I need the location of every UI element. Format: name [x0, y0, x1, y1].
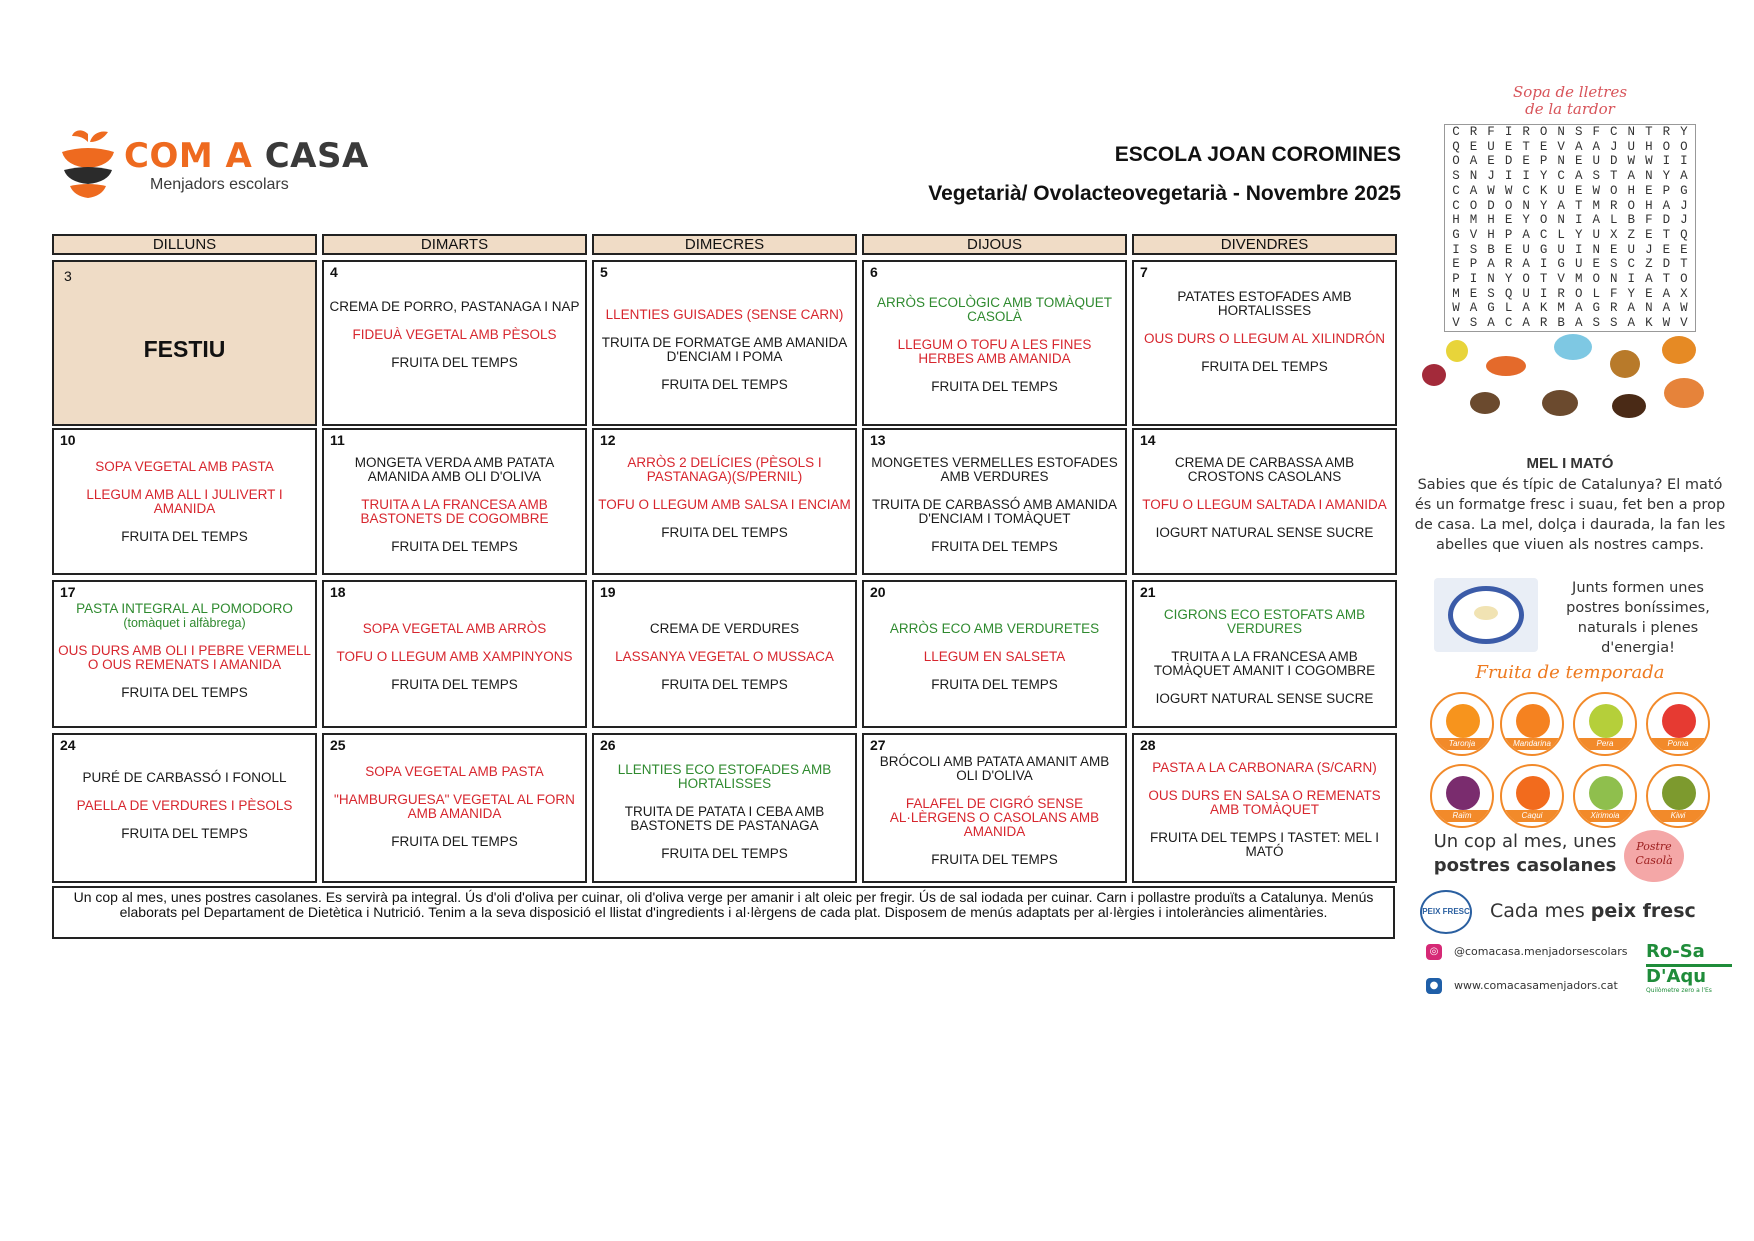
day-cell — [52, 428, 317, 575]
postres-casolanes-text: Un cop al mes, unes postres casolanes — [1433, 831, 1617, 876]
day-cell — [862, 428, 1127, 575]
day-cell — [592, 580, 857, 728]
menu-dish: FRUITA DEL TEMPS — [391, 677, 518, 692]
menu-dish: TRUITA A LA FRANCESA AMB BASTONETS DE COGOMBRE — [360, 497, 549, 526]
menu-dish: FRUITA DEL TEMPS — [931, 677, 1058, 692]
logo-bowl-icon — [58, 126, 118, 206]
fruit-tile — [1430, 692, 1494, 756]
weekday-header-wednesday: DIMECRES — [592, 234, 857, 255]
mato-plate-image — [1434, 578, 1538, 652]
wordsearch-row: C A W W C K U E W O H E P G — [1452, 183, 1688, 198]
day-cell — [322, 260, 587, 426]
menu-dish: OUS DURS AMB OLI I PEBRE VERMELL O OUS REMENATS I AMANIDA — [58, 643, 311, 672]
menu-dish: FRUITA DEL TEMPS — [121, 529, 248, 544]
km0-logo: Ro-Sa D'Aqu Quilòmetre zero a l'Es — [1646, 942, 1732, 1004]
fruit-icon — [1589, 776, 1623, 810]
weekday-header-tuesday: DIMARTS — [322, 234, 587, 255]
day-cell — [322, 733, 587, 883]
fruit-label: Pera — [1575, 738, 1635, 750]
day-cell — [1132, 580, 1397, 728]
day-cell — [592, 428, 857, 575]
menu-dish: FRUITA DEL TEMPS — [391, 834, 518, 849]
weekday-header-friday: DIVENDRES — [1132, 234, 1397, 255]
fruit-icon — [1446, 776, 1480, 810]
footer-note: Un cop al mes, unes postres casolanes. Es servirà pa integral. Ús d'oli d'oliva per cuinar, oli d'oliva verge per amanir i alt oleic per fregir. Ús de sal iodada per cuinar. Carn i pollastre produïts a Catalunya. Menús elaborats pel Departament de Dietètica i Nutrició. Tenim a la seva disposició el llistat d'ingredients i al·lèrgens de cada plat. Disposem de menús adaptats per al·lèrgies i intoleràncies alimentàries. — [52, 886, 1395, 939]
globe-icon: ● — [1426, 978, 1442, 994]
day-number: 19 — [600, 584, 616, 600]
menu-subtitle: Vegetarià/ Ovolacteovegetarià - Novembre 2025 — [928, 182, 1401, 205]
logo-wordmark: COM A CASA — [124, 136, 369, 176]
wordsearch-row: H M H E Y O N I A L B F D J — [1452, 213, 1688, 228]
menu-dish: TRUITA DE FORMATGE AMB AMANIDA D'ENCIAM I POMA — [601, 335, 848, 364]
wordsearch-row: P I N Y O T V M O N I A T O — [1452, 272, 1688, 287]
day-cell — [322, 580, 587, 728]
wordsearch-row: E P A R A I G U E S C Z D T — [1452, 257, 1688, 272]
menu-dish-note: (tomàquet i alfàbrega) — [123, 616, 246, 630]
fruit-icon — [1516, 704, 1550, 738]
day-number: 25 — [330, 737, 346, 753]
fruit-tile — [1573, 764, 1637, 828]
day-cell — [862, 260, 1127, 426]
wordsearch-row: M E S Q U I R O L F Y E A X — [1452, 286, 1688, 301]
day-number: 13 — [870, 432, 886, 448]
menu-dish: FIDEUÀ VEGETAL AMB PÈSOLS — [352, 327, 557, 342]
menu-dish: SOPA VEGETAL AMB ARRÒS — [362, 621, 547, 636]
day-cell — [592, 260, 857, 426]
wordsearch-row: C O D O N Y A T M R O H A J — [1452, 198, 1688, 213]
day-number: 7 — [1140, 264, 1148, 280]
menu-dish: PASTA INTEGRAL AL POMODORO (tomàquet i alfàbrega) — [76, 601, 293, 630]
menu-dish: PASTA A LA CARBONARA (S/CARN) — [1152, 760, 1377, 775]
menu-dish: "HAMBURGUESA" VEGETAL AL FORN AMB AMANIDA — [334, 792, 575, 821]
fruit-icon — [1446, 704, 1480, 738]
day-cell — [862, 580, 1127, 728]
menu-dish: OUS DURS EN SALSA O REMENATS AMB TOMÀQUET — [1148, 788, 1381, 817]
day-number: 17 — [60, 584, 76, 600]
day-number: 18 — [330, 584, 346, 600]
autumn-illustrations — [1414, 334, 1714, 424]
day-number: 26 — [600, 737, 616, 753]
day-cell — [862, 733, 1127, 883]
day-number: 20 — [870, 584, 886, 600]
menu-dish: CREMA DE VERDURES — [649, 621, 800, 636]
day-number: 11 — [330, 432, 345, 448]
menu-dish: LLEGUM EN SALSETA — [923, 649, 1066, 664]
day-number: 6 — [870, 264, 878, 280]
menu-dish: TOFU O LLEGUM AMB XAMPINYONS — [336, 649, 573, 664]
fruit-tile — [1573, 692, 1637, 756]
menu-dish: FRUITA DEL TEMPS — [931, 852, 1058, 867]
menu-dish: TOFU O LLEGUM SALTADA I AMANIDA — [1142, 497, 1387, 512]
menu-dish: PURÉ DE CARBASSÓ I FONOLL — [82, 770, 287, 785]
menu-dish: FRUITA DEL TEMPS — [661, 846, 788, 861]
menu-dish: MONGETES VERMELLES ESTOFADES AMB VERDURES — [871, 455, 1118, 484]
day-number: 21 — [1140, 584, 1156, 600]
menu-dish: TRUITA DE PATATA I CEBA AMB BASTONETS DE PASTANAGA — [624, 804, 825, 833]
menu-dish: ARRÒS 2 DELÍCIES (PÈSOLS I PASTANAGA)(S/PERNIL) — [627, 455, 822, 484]
day-cell — [1132, 733, 1397, 883]
fruit-label: Mandarina — [1502, 738, 1562, 750]
menu-dish: FRUITA DEL TEMPS — [391, 539, 518, 554]
fruit-label: Poma — [1648, 738, 1708, 750]
fruit-icon — [1662, 776, 1696, 810]
menu-dish: CREMA DE CARBASSA AMB CROSTONS CASOLANS — [1174, 455, 1355, 484]
fruit-label: Raïm — [1432, 810, 1492, 822]
menu-dish: TOFU O LLEGUM AMB SALSA I ENCIAM — [598, 497, 851, 512]
wordsearch-grid — [1444, 124, 1696, 332]
instagram-link[interactable]: ◎ @comacasa.menjadorsescolars — [1426, 944, 1628, 960]
instagram-icon: ◎ — [1426, 944, 1442, 960]
menu-dish: PATATES ESTOFADES AMB HORTALISSES — [1177, 289, 1352, 318]
menu-dish: CIGRONS ECO ESTOFATS AMB VERDURES — [1163, 607, 1366, 636]
mel-mato-title: MEL I MATÓ — [1526, 455, 1614, 472]
fruit-label: Xirimoia — [1575, 810, 1635, 822]
menu-dish: TRUITA DE CARBASSÓ AMB AMANIDA D'ENCIAM I TOMÀQUET — [871, 497, 1118, 526]
day-number: 5 — [600, 264, 608, 280]
menu-dish: LLENTIES GUISADES (SENSE CARN) — [605, 307, 844, 322]
wordsearch-row: Q E U E T E V A A J U H O O — [1452, 139, 1688, 154]
fruit-icon — [1516, 776, 1550, 810]
fruit-tile — [1500, 692, 1564, 756]
day-number: 4 — [330, 264, 338, 280]
menu-dish: FRUITA DEL TEMPS — [661, 525, 788, 540]
wordsearch-row: O A E D E P N E U D W W I I — [1452, 154, 1688, 169]
fruit-label: Kiwi — [1648, 810, 1708, 822]
menu-dish: FRUITA DEL TEMPS — [661, 377, 788, 392]
wordsearch-row: I S B E U G U I N E U J E E — [1452, 242, 1688, 257]
menu-dish: FRUITA DEL TEMPS — [121, 826, 248, 841]
menu-dish: FALAFEL DE CIGRÓ SENSE AL·LÈRGENS O CASOLANS AMB AMANIDA — [889, 796, 1100, 839]
menu-dish: IOGURT NATURAL SENSE SUCRE — [1155, 691, 1374, 706]
menu-dish: TRUITA A LA FRANCESA AMB TOMÀQUET AMANIT I COGOMBRE — [1153, 649, 1376, 678]
day-number: 14 — [1140, 432, 1156, 448]
logo-tagline: Menjadors escolars — [150, 176, 289, 193]
weekday-header-thursday: DIJOUS — [862, 234, 1127, 255]
menu-dish: FRUITA DEL TEMPS — [121, 685, 248, 700]
wordsearch-row: S N J I I Y C A S T A N Y A — [1452, 169, 1688, 184]
school-name: ESCOLA JOAN COROMINES — [1114, 143, 1401, 166]
menu-dish: LLENTIES ECO ESTOFADES AMB HORTALISSES — [617, 762, 832, 791]
fruit-label: Caqui — [1502, 810, 1562, 822]
mel-mato-text: Sabies que és típic de Catalunya? El mató és un formatge fresc i suau, fet ben a prop de casa. La mel, dolça i daurada, la fan les abelles que viuen als nostres camps. — [1414, 477, 1726, 553]
menu-dish: SOPA VEGETAL AMB PASTA — [365, 764, 544, 779]
menu-dish: ARRÒS ECO AMB VERDURETES — [889, 621, 1100, 636]
fruit-tile — [1500, 764, 1564, 828]
wordsearch-row: C R F I R O N S F C N T R Y — [1452, 125, 1688, 139]
fruit-icon — [1662, 704, 1696, 738]
day-cell — [592, 733, 857, 883]
peix-fresc-text: Cada mes peix fresc — [1490, 900, 1696, 922]
menu-dish: FRUITA DEL TEMPS — [661, 677, 788, 692]
menu-dish: ARRÒS ECOLÒGIC AMB TOMÀQUET CASOLÀ — [876, 295, 1113, 324]
menu-dish: BRÓCOLI AMB PATATA AMANIT AMB OLI D'OLIVA — [879, 754, 1110, 783]
wordsearch-title: Sopa de lletres de la tardor — [1512, 83, 1628, 118]
fruit-tile — [1430, 764, 1494, 828]
weekday-header-monday: DILLUNS — [52, 234, 317, 255]
menu-dish: LLEGUM O TOFU A LES FINES HERBES AMB AMANIDA — [897, 337, 1092, 366]
day-number: 10 — [60, 432, 76, 448]
day-cell — [52, 733, 317, 883]
mel-mato-text-2: Junts formen unes postres boníssimes, naturals i plenes d'energia! — [1566, 580, 1710, 656]
fruit-tile — [1646, 692, 1710, 756]
menu-dish: IOGURT NATURAL SENSE SUCRE — [1155, 525, 1374, 540]
postre-casola-badge: Postre Casolà — [1624, 830, 1684, 882]
holiday-label: FESTIU — [143, 336, 226, 362]
wordsearch-row: W A G L A K M A G R A N A W — [1452, 301, 1688, 316]
menu-dish: OUS DURS O LLEGUM AL XILINDRÓN — [1143, 331, 1386, 346]
day-cell — [1132, 428, 1397, 575]
menu-dish: LLEGUM AMB ALL I JULIVERT I AMANIDA — [86, 487, 283, 516]
peix-fresc-badge: PEIX FRESC — [1420, 890, 1472, 934]
menu-dish: FRUITA DEL TEMPS — [931, 539, 1058, 554]
website-link[interactable]: ● www.comacasamenjadors.cat — [1426, 978, 1618, 994]
day-number: 28 — [1140, 737, 1156, 753]
fruit-tile — [1646, 764, 1710, 828]
menu-dish: FRUITA DEL TEMPS — [1201, 359, 1328, 374]
day-number: 24 — [60, 737, 76, 753]
menu-dish: CREMA DE PORRO, PASTANAGA I NAP — [329, 299, 580, 314]
menu-dish: FRUITA DEL TEMPS I TASTET: MEL I MATÓ — [1149, 830, 1380, 859]
fruit-icon — [1589, 704, 1623, 738]
day-number: 12 — [600, 432, 616, 448]
menu-dish: PAELLA DE VERDURES I PÈSOLS — [76, 798, 293, 813]
menu-dish: FRUITA DEL TEMPS — [391, 355, 518, 370]
day-cell — [52, 260, 317, 426]
day-cell — [322, 428, 587, 575]
day-cell — [52, 580, 317, 728]
menu-dish: SOPA VEGETAL AMB PASTA — [95, 459, 274, 474]
fruita-temporada-title: Fruita de temporada — [1475, 662, 1665, 683]
fruit-label: Taronja — [1432, 738, 1492, 750]
logo — [58, 126, 369, 206]
wordsearch-row: G V H P A C L Y U X Z E T Q — [1452, 227, 1688, 242]
menu-dish: LASSANYA VEGETAL O MUSSACA — [615, 649, 834, 664]
day-cell — [1132, 260, 1397, 426]
wordsearch-row: V S A C A R B A S S A K W V — [1452, 316, 1688, 331]
menu-dish: FRUITA DEL TEMPS — [931, 379, 1058, 394]
day-number: 3 — [64, 268, 72, 284]
menu-dish: MONGETA VERDA AMB PATATA AMANIDA AMB OLI D'OLIVA — [354, 455, 555, 484]
day-number: 27 — [870, 737, 886, 753]
